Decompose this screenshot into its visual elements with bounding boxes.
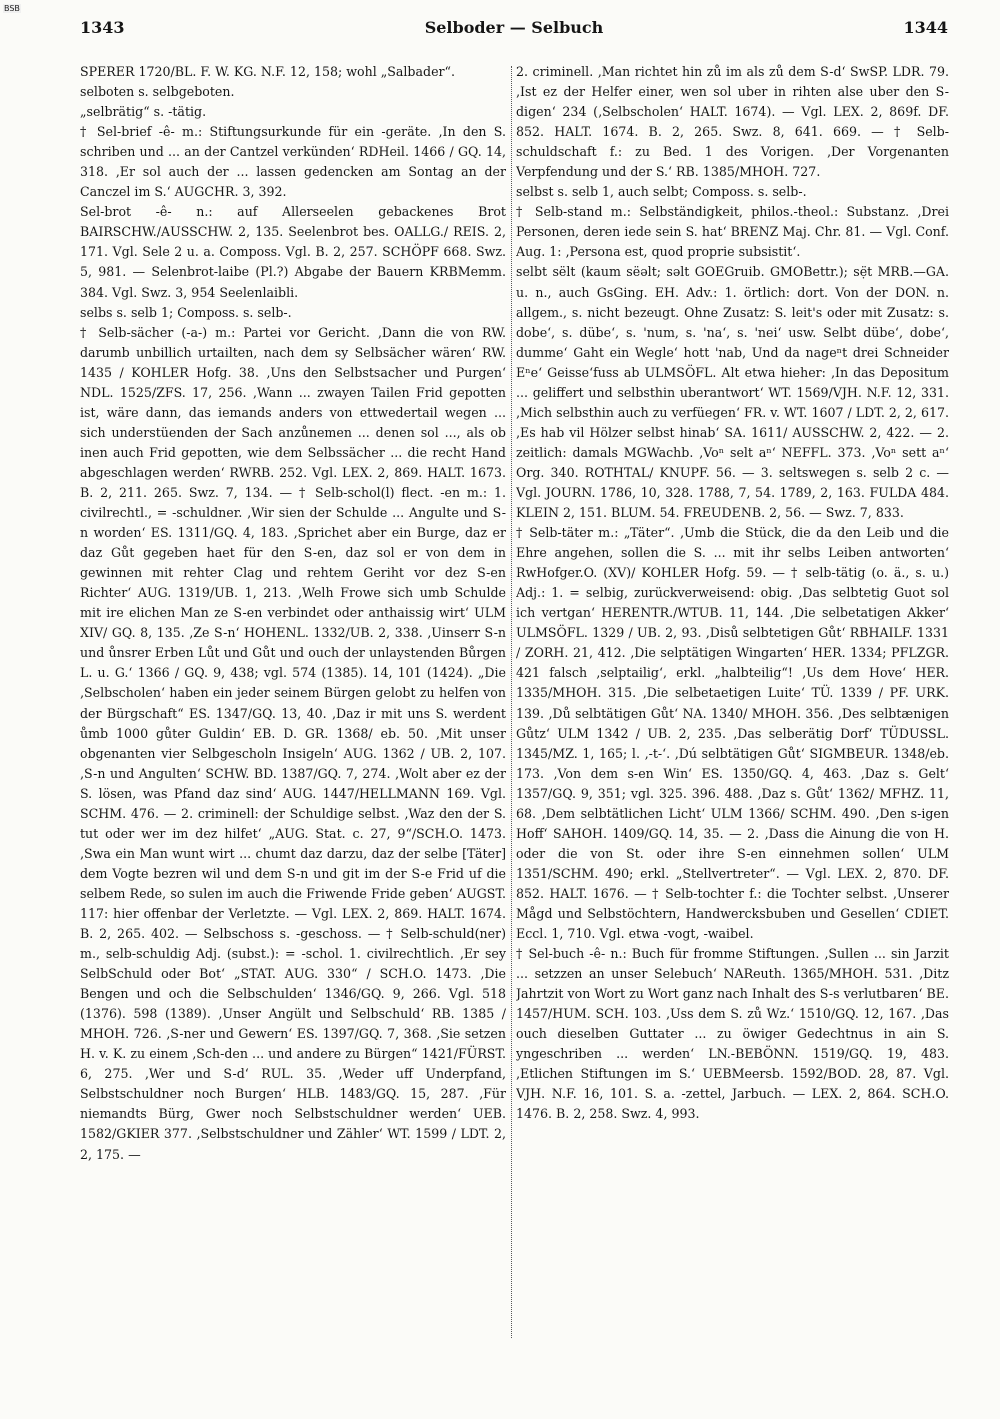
page-title: Selboder — Selbuch bbox=[424, 18, 604, 37]
text-column-right: 2. criminell. ‚Man richtet hin zů im als zů dem S-d‘ SwSP. LDR. 79. ‚Ist ez der Helfer einer, wen sol uber in rihten alse uber den S-digen‘ 234 (‚Selbscholen‘ HALT. 1674). — Vgl. LEX. 2, 869f. DF. 852. HALT. 1674. B. 2, 265. Swz. 8, 641. 669. — † Selb-schuldschaft f.: zu Bed. 1 des Vorigen. ‚Der Vorgenanten Verpfendung und der S.‘ RB. 1385/MHOH. 727. selbst s. selb 1, auch selbt; Composs. s. selb-. † Selb-stand m.: Selbständigkeit, philos.-theol.: Substanz. ‚Drei Personen, deren iede sein S. hat‘ BRENZ Maj. Chr. 81. — Vgl. Conf. Aug. 1: ‚Persona est, quod proprie subsistit‘. selbt sëlt (kaum sëəlt; səlt GOEGruib. GMOBettr.); sẹ̈t MRB.—GA. u. n., auch GsGing. EH. Adv.: 1. örtlich: dort. Von der DON. n. allgem., s. nicht bezeugt. Ohne Zusatz: S. leit's oder mit Zusatz: s. dobe‘, s. dübe‘, s. 'num, s. 'na‘, s. 'nei‘ usw. Selbt dübe‘, dobe‘, dumme‘ Gaht ein Wegle‘ hott 'nab, Und da nageⁿt drei Schneider Eⁿe‘ Geisse‘fuss ab ULMSÖFL. Alt etwa hieher: ‚In das Depositum ... geliffert und selbsthin uberantwort‘ WT. 1569/VJH. N.F. 12, 331. ‚Mich selbsthin auch zu verfüegen‘ FR. v. WT. 1607 / LDT. 2, 2, 617. ‚Es hab vil Hölzer selbst hinab‘ SA. 1611/ AUSSCHW. 2, 422. — 2. zeitlich: damals MGWachb. ‚Voⁿ selt aⁿ‘ NEFFL. 373. ‚Voⁿ sett aⁿ‘ Org. 340. ROTHTAL/ KNUPF. 56. — 3. seltswegen s. selb 2 c. — Vgl. JOURN. 1786, 10, 328. 1788, 7, 54. 1789, 2, 163. FULDA 484. KLEIN 2, 151. BLUM. 54. FREUDENB. 2, 56. — Swz. 7, 833. † Selb-täter m.: „Täter“. ‚Umb die Stück, die da den Leib und die Ehre angehen, sollen die S. ... mit ihr selbs Leiben antworten‘ RwHofger.O. (XV)/ KOHLER Hofg. 59. — † selb-tätig (o. ä., s. u.) Adj.: 1. = selbig, zurückverweisend: obig. ‚Das selbtetig Guot sol ich vertgan‘ HERENTR./WTUB. 11, 144. ‚Die selbetatigen Akker‘ ULMSÖFL. 1329 / UB. 2, 93. ‚Disů selbtetigen Gůt‘ RBHAILF. 1331 / ZORH. 21, 412. ‚Die selptätigen Wingarten‘ HER. 1334; PFLZGR. 421 falsch ‚selptailig‘, erkl. „halbteilig“! ‚Us dem Hove‘ HER. 1335/MHOH. 315. ‚Die selbetaetigen Luite‘ TÜ. 1339 / PF. URK. 139. ‚Dů selbtätigen Gůt‘ NA. 1340/ MHOH. 356. ‚Des selbtænigen Gůtz‘ ULM 1342 / UB. 2, 235. ‚Das selberätig Dorf‘ TÜDUSSL. 1345/MZ. 1, 165; l. ‚-t-‘. ‚Dú selbtätigen Gůt‘ SIGMBEUR. 1348/eb. 173. ‚Von dem s-en Win‘ ES. 1350/GQ. 4, 463. ‚Daz s. Gelt‘ 1357/GQ. 9, 351; vgl. 325. 396. 488. ‚Daz s. Gůt‘ 1362/ MFHZ. 11, 68. ‚Dem selbtätlichen Licht‘ ULM 1366/ SCHM. 490. ‚Den s-igen Hoff‘ SAHOH. 1409/GQ. 14, 35. — 2. ‚Dass die Ainung die von H. oder die von St. oder ihre S-en einnehmen sollen‘ ULM 1351/SCHM. 490; erkl. „Stellvertreter“. — Vgl. LEX. 2, 870. DF. 852. HALT. 1676. — † Selb-tochter f.: die Tochter selbst. ‚Unserer Mågd und Selbstöchtern, Handwercksbuben und Gesellen‘ CDIET. Eccl. 1, 710. Vgl. etwa -vogt, -waibel. † Sel-buch -ê- n.: Buch für fromme Stiftungen. ‚Sullen ... sin Jarzit ... setzzen an unser Selebuch‘ NAReuth. 1365/MHOH. 531. ‚Ditz Jahrtzit von Wort zu Wort ganz nach Inhalt des S-s verlutbaren‘ BE. 1457/HUM. SCH. 103. ‚Uss dem S. zů Wz.‘ 1510/GQ. 12, 167. ‚Das ouch dieselben Guttater ... zu öwiger Gedechtnus in ain S. yngeschriben ... werden‘ LN.-BEBÖNN. 1519/GQ. 19, 483. ‚Etlichen Stiftungen im S.‘ UEBMeersb. 1592/BOD. 28, 87. Vgl. VJH. N.F. 16, 101. S. a. -zettel, Jarbuch. — LEX. 2, 864. SCH.O. 1476. B. 2, 258. Swz. 4, 993. bbox=[516, 64, 949, 1122]
page-number-right: 1344 bbox=[903, 18, 948, 37]
page-header bbox=[80, 14, 948, 48]
text-column-left: SPERER 1720/BL. F. W. KG. N.F. 12, 158; wohl „Salbader“. selboten s. selbgeboten. „selbrätig“ s. -tätig. † Sel-brief -ê- m.: Stiftungsurkunde für ein -geräte. ‚In den S. schriben und ... an der Cantzel verkünden‘ RDHeil. 1466 / GQ. 14, 318. ‚Er sol auch der ... lassen gedencken am Sontag an der Canczel im S.‘ AUGCHR. 3, 392. Sel-brot -ê- n.: auf Allerseelen gebackenes Brot BAIRSCHW./AUSSCHW. 2, 135. Seelenbrot bes. OALLG./ REIS. 2, 171. Vgl. Sele 2 u. a. Composs. Vgl. B. 2, 257. SCHÖPF 668. Swz. 5, 981. — Selenbrot-laibe (Pl.?) Abgabe der Bauern KRBMemm. 384. Vgl. Swz. 3, 954 Seelenlaibli. selbs s. selb 1; Composs. s. selb-. † Selb-sächer (-a-) m.: Partei vor Gericht. ‚Dann die von RW. darumb unbillich urtailten, nach dem sy Selbsächer wären‘ RW. 1435 / KOHLER Hofg. 38. ‚Uns den Selbstsacher und Purgen‘ NDL. 1525/ZFS. 17, 256. ‚Wann ... zwayen Tailen Frid gepotten ist, wäre dann, das iemands anders von ettwedertail wegen ... sich understüenden der Sach anzůnemen ... denen sol ..., als ob inen auch Frid gepotten, wie dem Selbssächer ... die recht Hand abgeschlagen werden‘ RWRB. 252. Vgl. LEX. 2, 869. HALT. 1673. B. 2, 211. 265. Swz. 7, 134. — † Selb-schol(l) flect. -en m.: 1. civilrechtl., = -schuldner. ‚Wir sien der Schulde ... Angulte und S-n worden‘ ES. 1311/GQ. 4, 183. ‚Sprichet aber ein Burge, daz er daz Gůt gegeben haet für den S-en, daz sol er von dem in gewinnen mit rehter Clag und rehtem Geriht vor dez S-en Richter‘ AUG. 1319/UB. 1, 213. ‚Welh Frowe sich umb Schulde mit ire elichen Man ze S-en verbindet oder anthaissig wirt‘ ULM XIV/ GQ. 8, 135. ‚Ze S-n‘ HOHENL. 1332/UB. 2, 338. ‚Uinserr S-n und ůnsrer Erben Lůt und Gůt und ouch der unlaystenden Bůrgen L. u. G.‘ 1366 / GQ. 9, 438; vgl. 574 (1385). 14, 101 (1424). „Die ‚Selbscholen‘ haben ein jeder seinem Bürgen gelobt zu helfen von der Bürgschaft“ ES. 1347/GQ. 13, 40. ‚Daz ir mit uns S. werdent ůmb 1000 gůter Guldin‘ EB. D. GR. 1368/ eb. 50. ‚Mit unser obgenanten vier Selbgescholn Insigeln‘ AUG. 1362 / UB. 2, 107. ‚S-n und Angulten‘ SCHW. BD. 1387/GQ. 7, 274. ‚Wolt aber ez der S. lösen, was Pfand daz sind‘ AUG. 1447/HELLMANN 169. Vgl. SCHM. 476. — 2. criminell: der Schuldige selbst. ‚Waz den der S. tut oder wer im dez hilfet‘ „AUG. Stat. c. 27, 9“/SCH.O. 1473. ‚Swa ein Man wunt wirt ... chumt daz darzu, daz der selbe [Täter] dem Vogte bezren wil und dem S-n und git im der S-e Frid uf die selbem Rede, so sulen im auch die Friwende Fride geben‘ AUGST. 117: hier offenbar der Verletzte. — Vgl. LEX. 2, 869. HALT. 1674. B. 2, 265. 402. — Selbschoss s. -geschoss. — † Selb-schuld(ner) m., selb-schuldig Adj. (subst.): = -schol. 1. civilrechtlich. ‚Er sey SelbSchuld oder Bot‘ „STAT. AUG. 330“ / SCH.O. 1473. ‚Die Bengen und och die Selbschulden‘ 1346/GQ. 9, 266. Vgl. 518 (1376). 598 (1389). ‚Unser Angült und Selbschuld‘ RB. 1385 / MHOH. 726. ‚S-ner und Gewern‘ ES. 1397/GQ. 7, 368. ‚Sie setzen H. v. K. zu einem ‚Sch-den ... und andere zu Bürgen“ 1421/FÜRST. 6, 275. ‚Wer und S-d‘ RUL. 35. ‚Weder uff Underpfand, Selbstschuldner noch Burgen‘ HLB. 1483/GQ. 15, 287. ‚Für niemandts Bürg, Gwer noch Selbstschuldner werden‘ UEB. 1582/GKIER 377. ‚Selbstschuldner und Zähler‘ WT. 1599 / LDT. 2, 2, 175. — bbox=[80, 64, 506, 1162]
library-stamp: BSB bbox=[4, 4, 20, 13]
column-divider bbox=[511, 66, 512, 1338]
page-number-left: 1343 bbox=[80, 18, 125, 37]
